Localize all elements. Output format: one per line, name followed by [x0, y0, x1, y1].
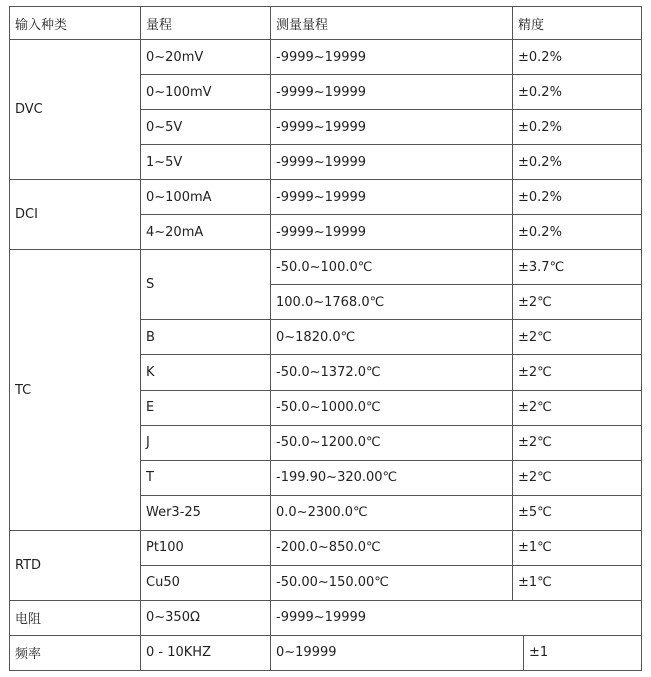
table-row: [10, 600, 642, 635]
measurement-cell: -9999~19999: [271, 145, 513, 180]
range-cell: Cu50: [141, 565, 271, 600]
group-label-dvc: DVC: [10, 40, 141, 180]
table-row: [10, 250, 642, 285]
range-cell: E: [141, 390, 271, 425]
table-row: [10, 180, 642, 215]
range-cell: 0 - 10KHZ: [141, 635, 271, 670]
accuracy-cell: ±0.2%: [513, 145, 642, 180]
accuracy-cell: ±2℃: [513, 390, 642, 425]
measurement-cell: -199.90~320.00℃: [271, 460, 513, 495]
range-cell: 0~100mA: [141, 180, 271, 215]
measurement-cell: -9999~19999: [271, 600, 642, 635]
spec-table: [9, 6, 642, 671]
measurement-cell: -50.0~100.0℃: [271, 250, 513, 285]
measurement-cell: -9999~19999: [271, 110, 513, 145]
range-cell: T: [141, 460, 271, 495]
measurement-cell: -9999~19999: [271, 75, 513, 110]
accuracy-cell: ±2℃: [513, 285, 642, 320]
accuracy-cell: ±0.2%: [513, 215, 642, 250]
measurement-cell: -50.00~150.00℃: [271, 565, 513, 600]
range-cell: B: [141, 320, 271, 355]
accuracy-cell: ±1℃: [513, 565, 642, 600]
range-cell: Wer3-25: [141, 495, 271, 530]
accuracy-cell: ±1: [524, 635, 642, 670]
accuracy-cell: ±2℃: [513, 460, 642, 495]
measurement-cell: -200.0~850.0℃: [271, 530, 513, 565]
group-label-frequency: 频率: [10, 635, 141, 670]
measurement-cell: -50.0~1372.0℃: [271, 355, 513, 390]
group-label-resistance: 电阻: [10, 600, 141, 635]
measurement-cell: -9999~19999: [271, 180, 513, 215]
range-cell: 4~20mA: [141, 215, 271, 250]
accuracy-cell: ±0.2%: [513, 40, 642, 75]
header-range: 量程: [141, 7, 271, 40]
accuracy-cell: ±3.7℃: [513, 250, 642, 285]
accuracy-cell: ±0.2%: [513, 180, 642, 215]
measurement-cell: -9999~19999: [271, 215, 513, 250]
accuracy-cell: ±5℃: [513, 495, 642, 530]
measurement-cell: 0~1820.0℃: [271, 320, 513, 355]
accuracy-cell: ±2℃: [513, 320, 642, 355]
measurement-cell: 0~19999: [271, 635, 524, 670]
group-label-dci: DCI: [10, 180, 141, 250]
range-cell: Pt100: [141, 530, 271, 565]
group-label-tc: TC: [10, 250, 141, 530]
accuracy-cell: ±0.2%: [513, 75, 642, 110]
table-row: [10, 40, 642, 75]
accuracy-cell: ±0.2%: [513, 110, 642, 145]
measurement-cell: 0.0~2300.0℃: [271, 495, 513, 530]
range-cell: 0~100mV: [141, 75, 271, 110]
range-cell-s: S: [141, 250, 271, 320]
header-input-type: 输入种类: [10, 7, 141, 40]
range-cell: 0~20mV: [141, 40, 271, 75]
range-cell: 1~5V: [141, 145, 271, 180]
accuracy-cell: ±2℃: [513, 355, 642, 390]
accuracy-cell: ±2℃: [513, 425, 642, 460]
range-cell: 0~5V: [141, 110, 271, 145]
header-accuracy: 精度: [513, 7, 642, 40]
measurement-cell: -9999~19999: [271, 40, 513, 75]
measurement-cell: -50.0~1200.0℃: [271, 425, 513, 460]
range-cell: K: [141, 355, 271, 390]
header-measurement-range: 测量量程: [271, 7, 513, 40]
accuracy-cell: ±1℃: [513, 530, 642, 565]
range-cell: J: [141, 425, 271, 460]
range-cell: 0~350Ω: [141, 600, 271, 635]
measurement-cell: 100.0~1768.0℃: [271, 285, 513, 320]
table-row: [10, 530, 642, 565]
measurement-cell: -50.0~1000.0℃: [271, 390, 513, 425]
table-header-row: [10, 7, 642, 40]
table-row: [10, 635, 642, 670]
group-label-rtd: RTD: [10, 530, 141, 600]
